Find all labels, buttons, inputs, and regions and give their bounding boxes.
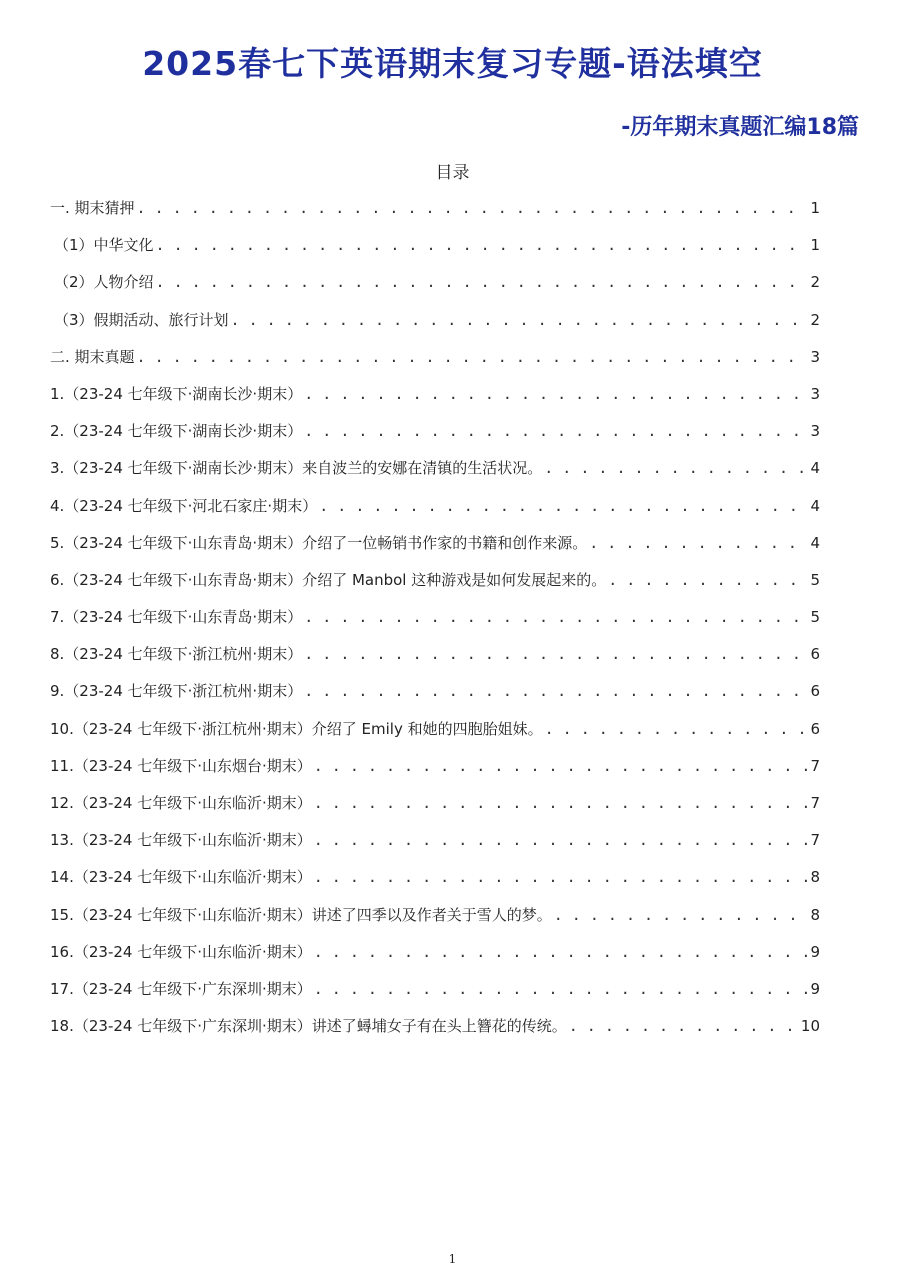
toc-entry-title: 9.（23-24 七年级下·浙江杭州·期末）: [50, 682, 303, 701]
toc-dot-leader: [314, 822, 809, 859]
toc-entry-page: 9: [810, 942, 820, 961]
toc-entry-page: 6: [810, 682, 820, 701]
toc-dot-leader: [137, 190, 809, 227]
toc-entry-page: 3: [810, 384, 820, 403]
toc-entry-title: 5.（23-24 七年级下·山东青岛·期末）介绍了一位畅销书作家的书籍和创作来源。: [50, 533, 588, 552]
toc-dot-leader: [545, 711, 809, 748]
toc-entry-title: 2.（23-24 七年级下·湖南长沙·期末）: [50, 422, 303, 441]
toc-entry[interactable]: [50, 227, 820, 264]
toc-entry-page: 3: [810, 422, 820, 441]
toc-entry-page: 2: [810, 310, 820, 329]
toc-entry-page: 9: [810, 979, 820, 998]
footer-page-number: 1: [448, 1252, 457, 1266]
toc-entry-page: 4: [810, 533, 820, 552]
toc-entry-page: 5: [810, 608, 820, 627]
toc-dot-leader: [304, 636, 808, 673]
toc-dot-leader: [314, 859, 809, 896]
toc-entry-title: 8.（23-24 七年级下·浙江杭州·期末）: [50, 645, 303, 664]
toc-entry-title: 13.（23-24 七年级下·山东临沂·期末）: [50, 831, 312, 850]
toc-entry-page: 1: [810, 236, 820, 255]
toc-entry-title: （3）假期活动、旅行计划: [54, 310, 229, 329]
page-subtitle: -历年期末真题汇编18篇: [621, 115, 859, 140]
toc-entry-title: 16.（23-24 七年级下·山东临沂·期末）: [50, 942, 312, 961]
toc-entry[interactable]: [50, 897, 820, 934]
toc-entry[interactable]: [50, 934, 820, 971]
toc-entry[interactable]: [50, 264, 820, 301]
toc-dot-leader: [137, 339, 809, 376]
toc-entry[interactable]: [50, 748, 820, 785]
toc-entry-title: 11.（23-24 七年级下·山东烟台·期末）: [50, 756, 312, 775]
toc-heading: 目录: [435, 163, 470, 183]
toc-entry-title: 3.（23-24 七年级下·湖南长沙·期末）来自波兰的安娜在清镇的生活状况。: [50, 459, 543, 478]
toc-dot-leader: [304, 376, 808, 413]
toc-dot-leader: [569, 1008, 799, 1045]
toc-entry[interactable]: [50, 673, 820, 710]
toc-entry[interactable]: [50, 599, 820, 636]
toc-entry[interactable]: [50, 711, 820, 748]
toc-dot-leader: [156, 227, 809, 264]
toc-entry-page: 7: [810, 756, 820, 775]
toc-dot-leader: [314, 748, 809, 785]
toc-entry-title: （2）人物介绍: [54, 273, 154, 292]
toc-entry[interactable]: [50, 822, 820, 859]
toc-entry[interactable]: [50, 636, 820, 673]
toc-entry-title: 15.（23-24 七年级下·山东临沂·期末）讲述了四季以及作者关于雪人的梦。: [50, 905, 552, 924]
toc-entry-page: 6: [810, 645, 820, 664]
toc-dot-leader: [314, 934, 809, 971]
toc-entry[interactable]: [50, 488, 820, 525]
toc-dot-leader: [544, 450, 808, 487]
toc-dot-leader: [304, 673, 808, 710]
toc-dot-leader: [608, 562, 808, 599]
toc-entry-page: 8: [810, 905, 820, 924]
toc-dot-leader: [304, 413, 808, 450]
toc-dot-leader: [589, 525, 808, 562]
toc-entry-title: 14.（23-24 七年级下·山东临沂·期末）: [50, 868, 312, 887]
toc-entry[interactable]: [50, 971, 820, 1008]
toc-entry-title: 18.（23-24 七年级下·广东深圳·期末）讲述了蟳埔女子有在头上簪花的传统。: [50, 1017, 567, 1036]
toc-entry[interactable]: [50, 376, 820, 413]
toc-entry-page: 10: [800, 1017, 820, 1036]
toc-entry-page: 5: [810, 570, 820, 589]
toc-dot-leader: [156, 264, 809, 301]
toc-entry-page: 8: [810, 868, 820, 887]
toc-entry-page: 4: [810, 496, 820, 515]
toc-entry-title: 一. 期末猜押: [50, 199, 135, 217]
toc-entry-title: 6.（23-24 七年级下·山东青岛·期末）介绍了 Manbol 这种游戏是如何发展起来的。: [50, 570, 607, 589]
toc-entry[interactable]: [50, 339, 820, 376]
toc-entry-title: 12.（23-24 七年级下·山东临沂·期末）: [50, 794, 312, 812]
toc-entry-page: 1: [810, 199, 820, 217]
toc-dot-leader: [304, 599, 808, 636]
table-of-contents: [50, 190, 820, 1045]
toc-entry[interactable]: [50, 450, 820, 487]
toc-dot-leader: [319, 488, 808, 525]
toc-entry[interactable]: [50, 859, 820, 896]
toc-entry-title: 17.（23-24 七年级下·广东深圳·期末）: [50, 979, 312, 998]
toc-entry-page: 2: [810, 273, 820, 292]
toc-entry[interactable]: [50, 413, 820, 450]
toc-entry[interactable]: [50, 785, 820, 822]
toc-entry[interactable]: [50, 1008, 820, 1045]
toc-entry[interactable]: [50, 525, 820, 562]
toc-entry-page: 7: [810, 794, 820, 812]
toc-entry[interactable]: [50, 562, 820, 599]
toc-entry-title: 二. 期末真题: [50, 347, 135, 366]
toc-entry-page: 3: [810, 347, 820, 366]
toc-dot-leader: [231, 302, 809, 339]
toc-entry-title: 1.（23-24 七年级下·湖南长沙·期末）: [50, 384, 303, 403]
toc-entry-title: 4.（23-24 七年级下·河北石家庄·期末）: [50, 496, 318, 515]
toc-entry-page: 6: [810, 719, 820, 738]
toc-entry[interactable]: [50, 302, 820, 339]
toc-entry-page: 4: [810, 459, 820, 478]
toc-entry-title: 10.（23-24 七年级下·浙江杭州·期末）介绍了 Emily 和她的四胞胎姐妹。: [50, 719, 543, 738]
toc-dot-leader: [554, 897, 809, 934]
toc-entry-page: 7: [810, 831, 820, 850]
toc-dot-leader: [314, 785, 809, 822]
page-title: 2025春七下英语期末复习专题-语法填空: [142, 44, 763, 83]
toc-entry-title: （1）中华文化: [54, 236, 154, 255]
toc-entry-title: 7.（23-24 七年级下·山东青岛·期末）: [50, 608, 303, 627]
toc-entry[interactable]: [50, 190, 820, 227]
toc-dot-leader: [314, 971, 809, 1008]
